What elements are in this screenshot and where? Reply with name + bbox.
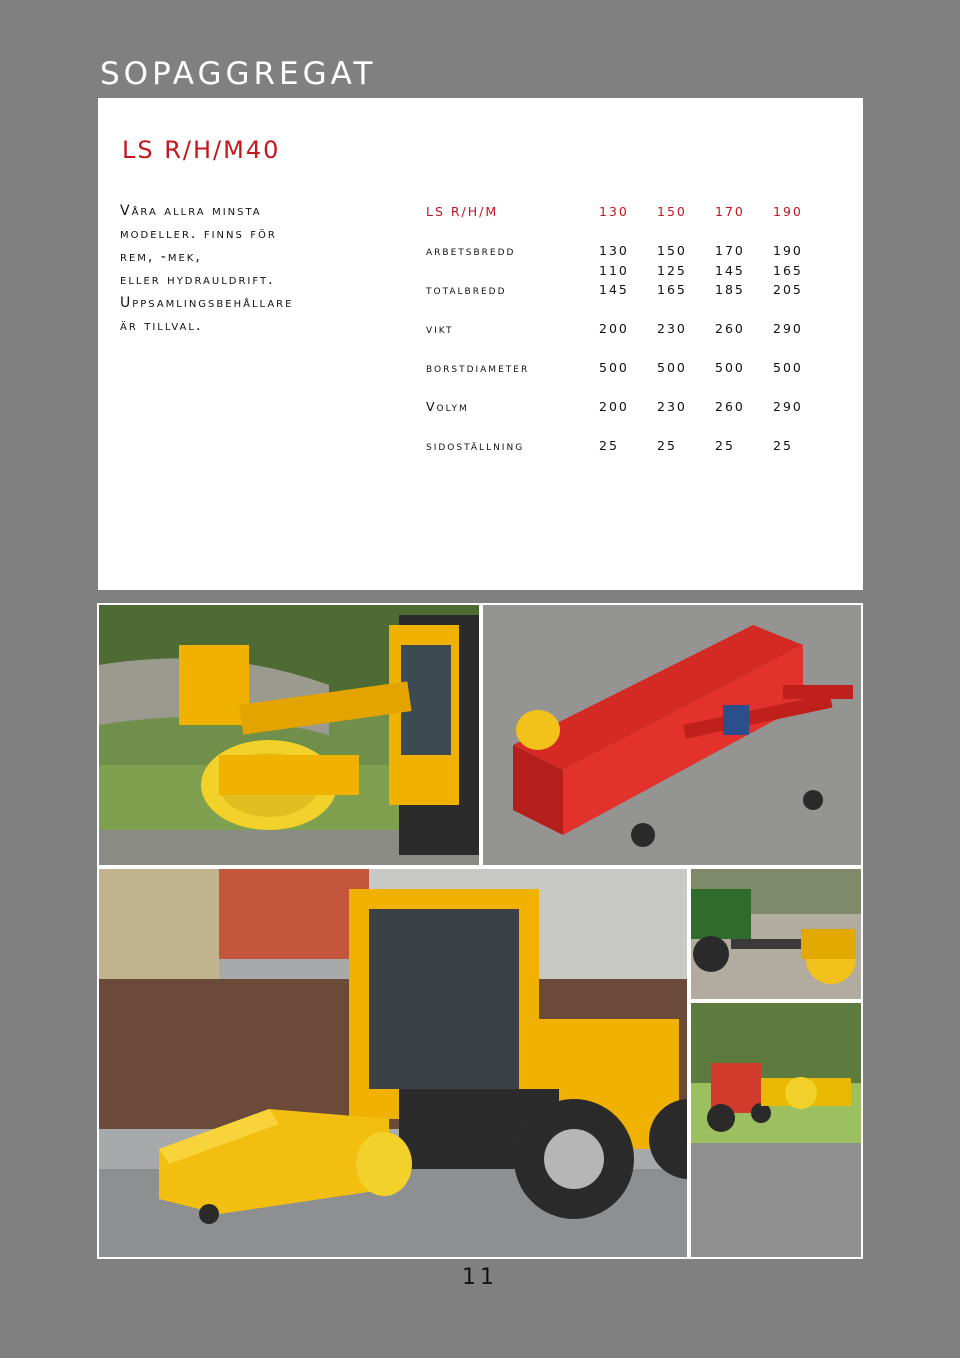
spec-value: 165: [773, 262, 803, 278]
spec-header-value: 190: [773, 204, 803, 220]
sweeper-arm-image: [99, 605, 479, 865]
spec-row: [426, 319, 831, 339]
photo-collage: [97, 603, 863, 1259]
spec-label: totalbredd: [426, 282, 507, 298]
description-line: modeller. finns för: [120, 226, 277, 242]
spec-header-label: LS R/H/M: [426, 204, 499, 220]
spec-value: 150: [657, 243, 687, 259]
spec-header-value: 150: [657, 204, 687, 220]
spec-label: arbetsbredd: [426, 243, 516, 259]
spec-value: 230: [657, 399, 687, 415]
spec-row: [426, 358, 831, 378]
spec-row: [426, 397, 831, 417]
spec-label: sidoställning: [426, 438, 525, 454]
description-line: rem, -mek,: [120, 249, 202, 265]
spec-value: 500: [657, 360, 687, 376]
spec-value: 25: [715, 438, 735, 454]
spec-label: borstdiameter: [426, 360, 530, 376]
spec-row: [426, 261, 831, 281]
spec-header-row: [426, 202, 831, 222]
spec-value: 25: [657, 438, 677, 454]
spec-value: 230: [657, 321, 687, 337]
spec-row: [426, 241, 831, 261]
spec-value: 125: [657, 262, 687, 278]
page-number: 11: [462, 1265, 498, 1290]
lawn-tractor-image: [691, 869, 861, 999]
spec-value: 260: [715, 399, 745, 415]
spec-value: 290: [773, 399, 803, 415]
spec-label: vikt: [426, 321, 454, 337]
spec-header-value: 170: [715, 204, 745, 220]
photo-red-tractor: [691, 1003, 861, 1257]
spec-value: 185: [715, 282, 745, 298]
spec-row: [426, 436, 831, 456]
page-title: SOPAGGREGAT: [100, 56, 377, 92]
spec-value: 145: [715, 262, 745, 278]
spec-value: 205: [773, 282, 803, 298]
red-sweeper-image: [483, 605, 861, 865]
info-panel: [98, 98, 863, 590]
description-line: är tillval.: [120, 318, 203, 334]
photo-sweeper-arm: [99, 605, 479, 865]
spec-value: 165: [657, 282, 687, 298]
product-description: [120, 200, 390, 338]
spec-table: [426, 202, 831, 456]
spec-value: 145: [599, 282, 629, 298]
description-line: Uppsamlingsbehållare: [120, 295, 294, 311]
spec-value: 200: [599, 399, 629, 415]
spec-value: 500: [599, 360, 629, 376]
spec-value: 500: [715, 360, 745, 376]
spec-value: 130: [599, 243, 629, 259]
spec-value: 200: [599, 321, 629, 337]
spec-row: [426, 280, 831, 300]
spec-value: 260: [715, 321, 745, 337]
spec-value: 25: [599, 438, 619, 454]
photo-lawn-tractor: [691, 869, 861, 999]
spec-header-value: 130: [599, 204, 629, 220]
spec-label: [426, 261, 599, 281]
model-title: LS R/H/M40: [122, 136, 281, 164]
spec-label: Volym: [426, 399, 469, 415]
spec-value: 500: [773, 360, 803, 376]
spec-value: 110: [599, 262, 629, 278]
red-tractor-image: [691, 1003, 861, 1257]
spec-value: 170: [715, 243, 745, 259]
photo-red-sweeper: [483, 605, 861, 865]
description-line: eller hydrauldrift.: [120, 272, 275, 288]
tractor-sweeper-image: [99, 869, 687, 1257]
spec-value: 290: [773, 321, 803, 337]
spec-value: 190: [773, 243, 803, 259]
description-line: Våra allra minsta: [120, 203, 262, 219]
spec-value: 25: [773, 438, 793, 454]
photo-tractor-sweeper: [99, 869, 687, 1257]
